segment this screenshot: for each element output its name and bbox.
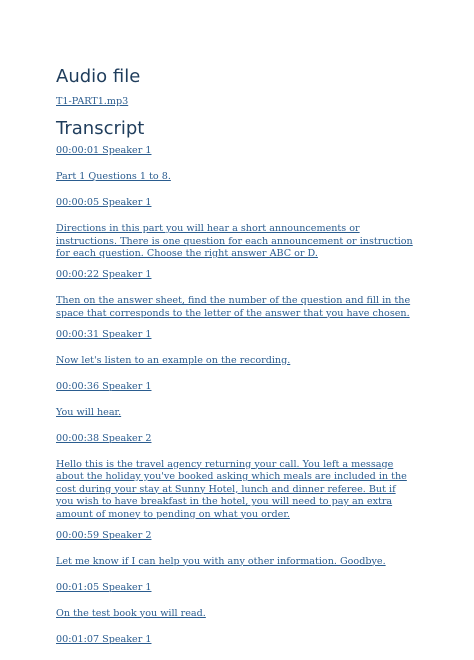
transcript-timestamp[interactable]: 00:00:05 Speaker 1 (56, 197, 152, 208)
transcript-text[interactable]: Now let's listen to an example on the recording. (56, 354, 291, 366)
transcript-timestamp[interactable]: 00:00:36 Speaker 1 (56, 380, 152, 392)
transcript-timestamp[interactable]: 00:01:05 Speaker 1 (56, 581, 152, 593)
transcript-heading: Transcript (56, 118, 145, 139)
transcript-timestamp[interactable]: 00:00:59 Speaker 2 (56, 529, 152, 541)
transcript-text[interactable]: Then on the answer sheet, find the number of the question and fill in the space that corresponds to the letter of the answer that you have chosen. (56, 295, 411, 319)
transcript-timestamp[interactable]: 00:00:22 Speaker 1 (56, 269, 152, 280)
transcript-text[interactable]: Part 1 Questions 1 to 8. (56, 171, 171, 182)
transcript-timestamp[interactable]: 00:00:31 Speaker 1 (56, 328, 152, 340)
transcript-text[interactable]: On the test book you will read. (56, 607, 206, 619)
transcript-text[interactable]: Directions in this part you will hear a short announcements or instructions. There is one question for each announcement or instruction for each question. Choose the right answer ABC or D. (56, 223, 413, 259)
audio-file-heading: Audio file (56, 66, 141, 87)
transcript-timestamp[interactable]: 00:00:38 Speaker 2 (56, 432, 152, 444)
transcript-text[interactable]: Let me know if I can help you with any other information. Goodbye. (56, 555, 386, 567)
transcript-timestamp[interactable]: 00:01:07 Speaker 1 (56, 633, 152, 645)
transcript-text[interactable]: Hello this is the travel agency returning your call. You left a message about the holiday you've booked asking which meals are included in the cost during your stay at Sunny Hotel, lunch and dinner referee. But if you wish to have breakfast in the hotel, you will need to pay an extra amount of money to pending on what you order. (56, 458, 407, 520)
audio-file-link[interactable]: T1-PART1.mp3 (56, 96, 129, 107)
transcript-text[interactable]: You will hear. (56, 406, 122, 418)
transcript-body (56, 145, 416, 660)
transcript-timestamp[interactable]: 00:00:01 Speaker 1 (56, 145, 152, 156)
